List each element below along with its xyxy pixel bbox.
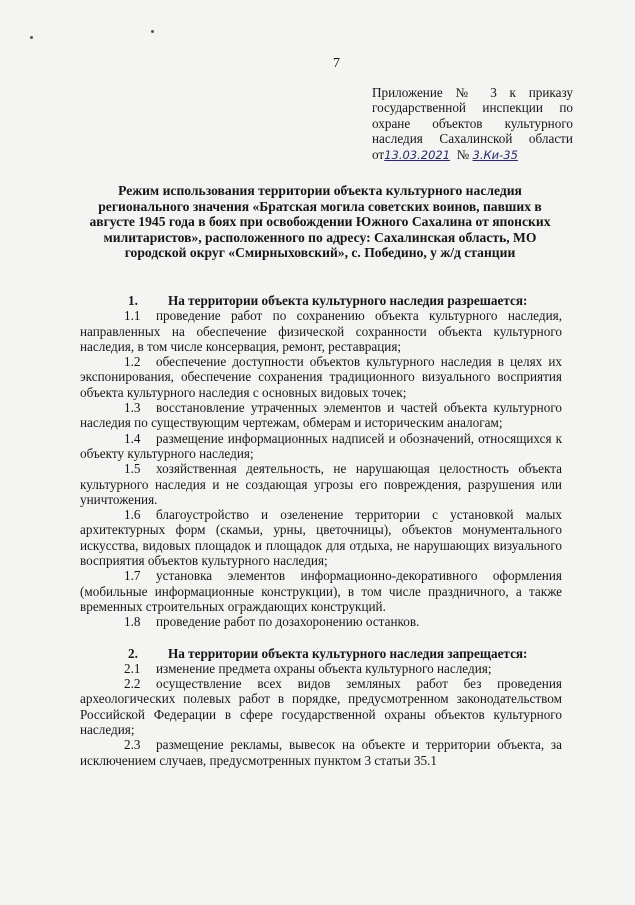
item-number: 2.2 [124,676,141,692]
appendix-date-line [372,147,573,163]
list-item [80,614,562,629]
date-prefix: от [372,146,385,162]
section-number: 1. [128,293,138,308]
item-number: 1.1 [124,308,141,324]
item-number: 2.1 [124,660,141,676]
item-number: 1.5 [124,461,141,477]
item-number: 1.7 [124,568,141,584]
item-text: обеспечение доступности объектов культурного наследия в целях их экспонирования, обеспечение сохранения традиционного визуального восприятия объекта культурного наследия с основных видовых точек; [80,354,562,400]
item-number: 2.3 [124,737,141,753]
list-item [80,400,562,431]
section-heading [80,646,562,661]
list-item [80,431,562,462]
section-heading-text: На территории объекта культурного наследия разрешается: [168,293,528,308]
item-number: 1.4 [124,430,141,446]
item-text: изменение предмета охраны объекта культурного наследия; [156,660,492,676]
item-text: хозяйственная деятельность, не нарушающая целостность объекта культурного наследия и не создающая угрозы его повреждения, разрушения или уничтожения. [80,461,562,507]
section-gap [80,630,562,646]
document-title: Режим использования территории объекта культурного наследия регионального значения «Братская могила советских воинов, павших в августе 1945 года в боях при освобождении Южного Сахалина от японских милитаристов», расположенного по адресу: Сахалинская область, МО городской округ «Смирныховский», с. Победино, у ж/д станции [89,183,551,261]
document-body [80,293,562,768]
item-number: 1.3 [124,400,141,416]
item-text: проведение работ по дозахоронению останков. [156,614,420,630]
list-item [80,737,562,768]
appendix-header [372,85,573,163]
item-number: 1.8 [124,614,141,630]
page-number: 7 [333,56,340,71]
item-text: осуществление всех видов земляных работ без проведения археологических полевых работ в порядке, предусмотренном законодательством Российской Федерации в сфере государственной охраны объектов культурного наследия; [80,676,562,738]
appendix-line: охране объектов культурного [372,115,573,131]
scan-speck [30,36,33,39]
scan-speck [151,30,154,33]
item-text: размещение информационных надписей и обозначений, относящихся к объекту культурного наследия; [80,430,562,461]
list-item [80,568,562,614]
section-heading-text: На территории объекта культурного наследия запрещается: [168,645,528,661]
date-handwritten: 13.03.2021 [384,147,451,162]
item-text: размещение рекламы, вывесок на объекте и территории объекта, за исключением случаев, предусмотренных пунктом 3 статьи 35.1 [80,737,562,768]
item-number: 1.2 [124,354,141,370]
item-text: благоустройство и озеленение территории с установкой малых архитектурных форм (скамьи, урны, цветочницы), объектов монументального искусства, видовых площадок и площадок для отдыха, не нарушающих визуального восприятия объектов культурного наследия; [80,507,562,569]
appendix-line: Приложение № 3 к приказу [372,85,573,100]
list-item [80,676,562,737]
section-heading [80,293,562,308]
list-item [80,354,562,400]
list-item [80,308,562,354]
item-text: проведение работ по сохранению объекта культурного наследия, направленных на обеспечение физической сохранности объекта культурного наследия, в том числе консервация, ремонт, реставрация; [80,308,562,354]
item-number: 1.6 [124,507,141,523]
item-text: восстановление утраченных элементов и частей объекта культурного наследия по существующим чертежам, обмерам и историческим аналогам; [80,400,562,431]
list-item [80,461,562,507]
section-number: 2. [128,645,138,661]
appendix-line: государственной инспекции по [372,100,573,116]
item-text: установка элементов информационно-декоративного оформления (мобильные информационные конструкции), в том числе праздничного, а также временных строительных ограждающих конструкций. [80,568,562,614]
appendix-line: наследия Сахалинской области [372,131,573,147]
number-handwritten: 3.Ки-35 [472,147,518,162]
list-item [80,507,562,568]
list-item [80,661,562,676]
number-prefix: № [456,146,470,162]
